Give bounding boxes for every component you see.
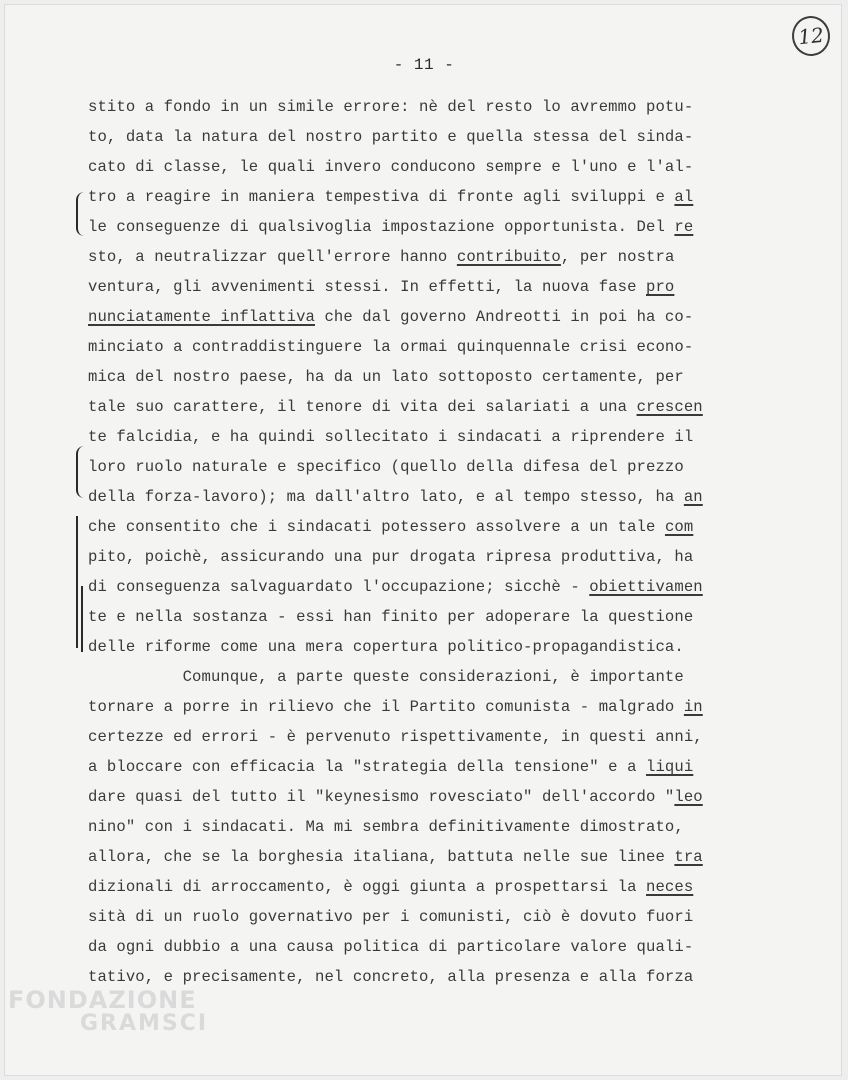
text-line xyxy=(88,452,748,482)
text-line xyxy=(88,842,748,872)
text-line xyxy=(88,662,748,692)
underlined-text-segment: com xyxy=(664,518,694,536)
text-line xyxy=(88,152,748,182)
text-segment: tornare a porre in rilievo che il Partito comunista - malgrado xyxy=(88,698,684,716)
underlined-text-segment: pro xyxy=(646,278,675,296)
text-line xyxy=(88,422,748,452)
text-segment: tro a reagire in maniera tempestiva di fronte agli sviluppi e xyxy=(88,188,675,206)
underlined-text-segment: re xyxy=(674,218,694,236)
text-segment: delle riforme come una mera copertura politico-propagandistica. xyxy=(88,638,684,656)
margin-line-mark xyxy=(76,516,78,648)
text-line xyxy=(88,872,748,902)
text-line xyxy=(88,92,748,122)
text-segment: , per nostra xyxy=(560,248,675,266)
watermark-logo xyxy=(8,988,208,1036)
text-segment: che consentito che i sindacati potessero assolvere a un tale xyxy=(88,518,665,536)
text-line xyxy=(88,782,748,812)
text-line xyxy=(88,482,748,512)
text-segment: te e nella sostanza - essi han finito per adoperare la questione xyxy=(88,608,694,626)
text-segment: dare quasi del tutto il "keynesismo rovesciato" dell'accordo " xyxy=(88,788,675,806)
text-line xyxy=(88,392,748,422)
text-segment: certezze ed errori - è pervenuto rispettivamente, in questi anni, xyxy=(88,728,703,746)
text-segment: minciato a contraddistinguere la ormai quinquennale crisi econo- xyxy=(88,338,694,356)
text-segment: ventura, gli avvenimenti stessi. In effetti, la nuova fase xyxy=(88,278,647,296)
underlined-text-segment: contribuito xyxy=(456,248,561,266)
margin-bracket-mark xyxy=(76,192,84,236)
text-segment: tale suo carattere, il tenore di vita dei salariati a una xyxy=(88,398,637,416)
text-line xyxy=(88,182,748,212)
text-segment: sità di un ruolo governativo per i comunisti, ciò è dovuto fuori xyxy=(88,908,694,926)
text-segment: dizionali di arroccamento, è oggi giunta a prospettarsi la xyxy=(88,878,647,896)
underlined-text-segment: nunciatamente inflattiva xyxy=(88,308,315,326)
underlined-text-segment: tra xyxy=(674,848,703,866)
underlined-text-segment: neces xyxy=(646,878,694,896)
page-number: - 11 - xyxy=(393,56,455,74)
text-line xyxy=(88,812,748,842)
text-line xyxy=(88,902,748,932)
text-line xyxy=(88,542,748,572)
text-segment: te falcidia, e ha quindi sollecitato i sindacati a riprendere il xyxy=(88,428,694,446)
underlined-text-segment: obiettivamen xyxy=(589,578,703,596)
text-segment: sto, a neutralizzar quell'errore hanno xyxy=(88,248,457,266)
text-segment: da ogni dubbio a una causa politica di particolare valore quali- xyxy=(88,938,694,956)
text-segment: stito a fondo in un simile errore: nè del resto lo avremmo potu- xyxy=(88,98,694,116)
text-segment: nino" con i sindacati. Ma mi sembra definitivamente dimostrato, xyxy=(88,818,684,836)
text-line xyxy=(88,602,748,632)
text-segment: allora, che se la borghesia italiana, battuta nelle sue linee xyxy=(88,848,675,866)
underlined-text-segment: leo xyxy=(674,788,703,806)
watermark-line: GRAMSCI xyxy=(80,1011,209,1036)
text-line xyxy=(88,212,748,242)
text-segment: Comunque, a parte queste considerazioni, è importante xyxy=(88,668,684,686)
text-line xyxy=(88,242,748,272)
underlined-text-segment: in xyxy=(683,698,703,716)
text-line xyxy=(88,632,748,662)
text-segment: che dal governo Andreotti in poi ha co- xyxy=(315,308,694,326)
text-segment: cato di classe, le quali invero conducono sempre e l'uno e l'al- xyxy=(88,158,694,176)
text-line xyxy=(88,122,748,152)
text-line xyxy=(88,302,748,332)
text-segment: mica del nostro paese, ha da un lato sottoposto certamente, per xyxy=(88,368,684,386)
underlined-text-segment: liqui xyxy=(646,758,694,776)
underlined-text-segment: al xyxy=(674,188,694,206)
underlined-text-segment: crescen xyxy=(636,398,703,416)
text-line xyxy=(88,362,748,392)
text-segment: pito, poichè, assicurando una pur drogata ripresa produttiva, ha xyxy=(88,548,694,566)
text-line xyxy=(88,752,748,782)
text-line xyxy=(88,932,748,962)
typed-body-text xyxy=(88,92,748,992)
text-segment: le conseguenze di qualsivoglia impostazione opportunista. Del xyxy=(88,218,675,236)
text-line xyxy=(88,512,748,542)
margin-line-mark xyxy=(81,586,83,652)
archive-page-number: 12 xyxy=(790,14,832,58)
text-segment: di conseguenza salvaguardato l'occupazione; sicchè - xyxy=(88,578,590,596)
text-line xyxy=(88,332,748,362)
text-line xyxy=(88,272,748,302)
margin-bracket-mark xyxy=(76,446,84,498)
text-segment: a bloccare con efficacia la "strategia della tensione" e a xyxy=(88,758,647,776)
text-segment: to, data la natura del nostro partito e quella stessa del sinda- xyxy=(88,128,694,146)
text-line xyxy=(88,572,748,602)
text-segment: della forza-lavoro); ma dall'altro lato, e al tempo stesso, ha xyxy=(88,488,684,506)
watermark-line: FONDAZIONE xyxy=(8,986,197,1014)
text-line xyxy=(88,692,748,722)
underlined-text-segment: an xyxy=(683,488,703,506)
text-segment: tativo, e precisamente, nel concreto, alla presenza e alla forza xyxy=(88,968,694,986)
text-segment: loro ruolo naturale e specifico (quello della difesa del prezzo xyxy=(88,458,684,476)
text-line xyxy=(88,722,748,752)
